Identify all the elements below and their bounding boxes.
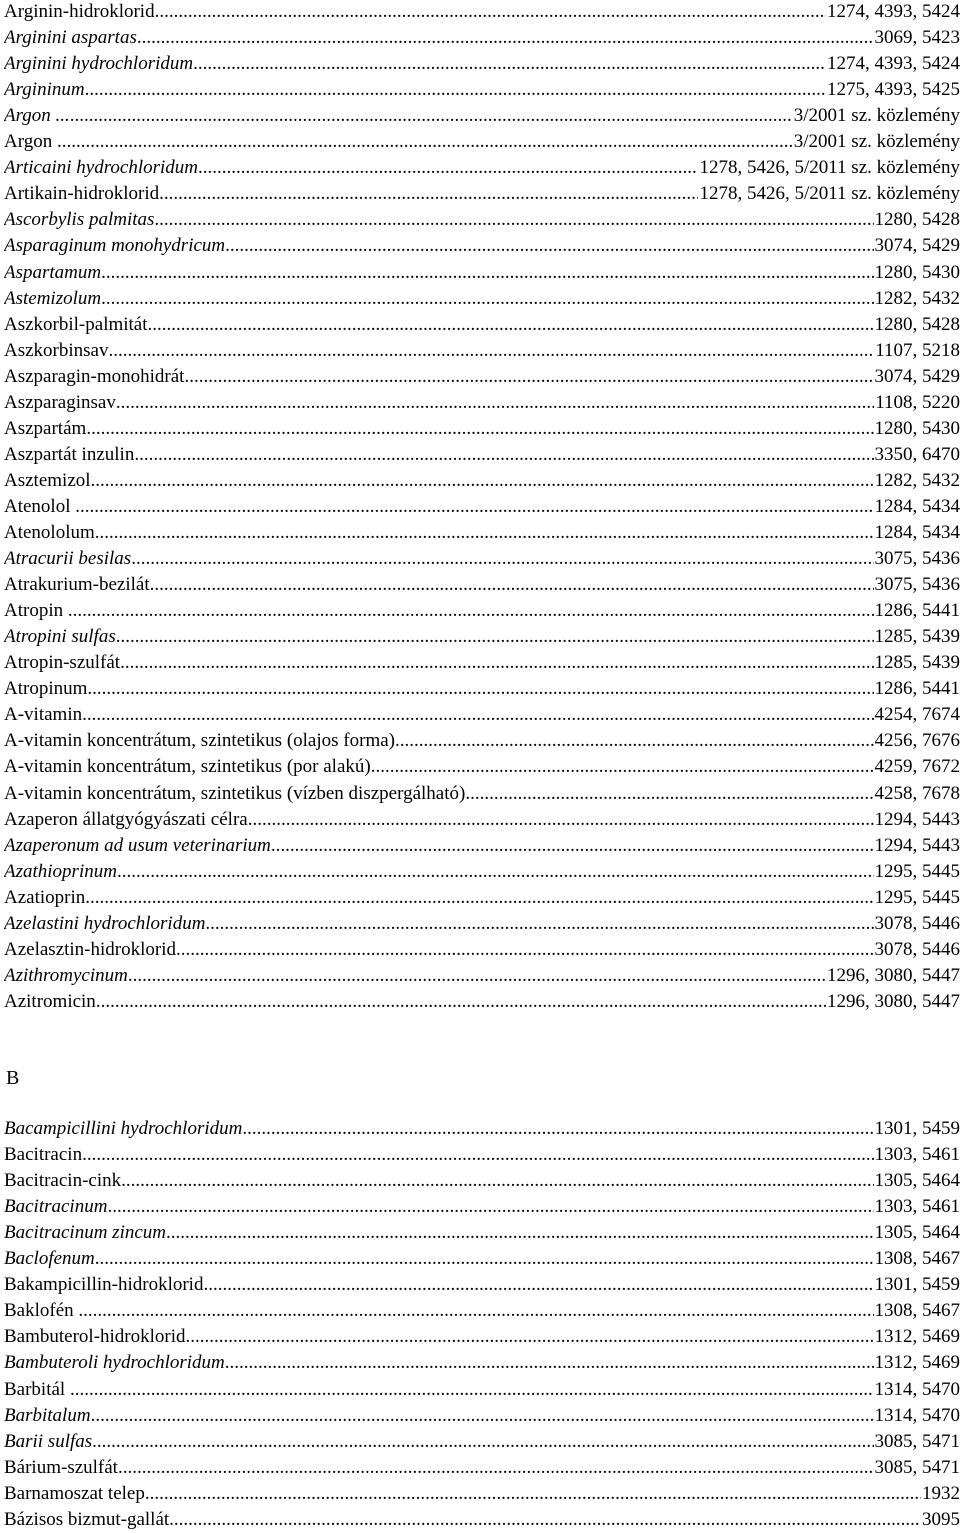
index-entry (4, 703, 960, 727)
entry-page-refs: 1278, 5426, 5/2011 sz. közlemény (699, 157, 960, 179)
entry-page-refs: 1282, 5432 (874, 469, 960, 491)
index-entry (4, 443, 960, 467)
dot-leader (242, 1117, 873, 1141)
entry-page-refs: 1294, 5443 (874, 834, 960, 856)
dot-leader (186, 1325, 874, 1349)
dot-leader (134, 443, 873, 467)
entry-term: Artikain-hidroklorid (4, 183, 160, 205)
dot-leader (169, 1508, 921, 1532)
index-entry (4, 964, 960, 988)
entry-page-refs: 1274, 4393, 5424 (827, 1, 960, 22)
dot-leader (89, 1378, 874, 1402)
dot-leader (108, 339, 874, 363)
index-entry (4, 182, 960, 206)
entry-page-refs: 3/2001 sz. közlemény (793, 105, 960, 127)
index-entry (4, 1325, 960, 1349)
index-entry (4, 782, 960, 806)
entry-page-refs: 1314, 5470 (874, 1404, 960, 1426)
index-entry (4, 234, 960, 258)
index-entry (4, 313, 960, 337)
dot-leader (116, 391, 874, 415)
entry-term: Bambuterol-hidroklorid (4, 1326, 186, 1348)
index-entry (4, 912, 960, 936)
entry-page-refs: 4258, 7678 (874, 782, 960, 804)
index-entry (4, 729, 960, 753)
dot-leader (225, 1351, 874, 1375)
entry-page-refs: 4256, 7676 (874, 730, 960, 752)
dot-leader (90, 495, 874, 519)
index-entry (4, 469, 960, 493)
entry-term: Aszkorbinsav (4, 339, 109, 361)
dot-leader (85, 886, 873, 910)
entry-term: Argon ... (4, 131, 72, 153)
dot-leader (117, 860, 874, 884)
index-entry (4, 1273, 960, 1297)
entry-term: Bacampicillini hydrochloridum (4, 1118, 243, 1139)
entry-page-refs: 1295, 5445 (874, 860, 960, 882)
entry-page-refs: 4254, 7674 (874, 704, 960, 726)
entry-term: Aszparagin-monohidrát (4, 365, 185, 387)
dot-leader (86, 417, 873, 441)
index-entry (4, 1430, 960, 1454)
entry-page-refs: 1303, 5461 (874, 1196, 960, 1218)
entry-page-refs: 1278, 5426, 5/2011 sz. közlemény (699, 183, 960, 205)
entry-term: Aspartamum (4, 261, 102, 283)
entry-page-refs: 1303, 5461 (874, 1144, 960, 1166)
entry-page-refs: 1296, 3080, 5447 (827, 964, 960, 986)
dot-leader (271, 834, 874, 858)
dot-leader (248, 808, 874, 832)
entry-page-refs: 1274, 4393, 5424 (827, 53, 960, 75)
entry-term: Azathioprinum (4, 860, 117, 882)
entry-term: Asztemizol (4, 469, 91, 491)
dot-leader (225, 234, 873, 258)
index-entry (4, 130, 960, 154)
entry-term: Azaperonum ad usum veterinarium (4, 834, 271, 856)
entry-term: Azaperon állatgyógyászati célra (4, 808, 248, 830)
entry-term: Barnamoszat telep (4, 1482, 145, 1504)
entry-page-refs: 3074, 5429 (874, 235, 960, 257)
index-entry (4, 1404, 960, 1428)
index-entry (4, 1351, 960, 1375)
dot-leader (116, 625, 874, 649)
entry-page-refs: 3085, 5471 (874, 1430, 960, 1452)
index-entry (4, 990, 960, 1014)
entry-term: Bacitracin-cink (4, 1170, 122, 1192)
entry-page-refs: 3075, 5436 (874, 574, 960, 596)
entry-page-refs: 1285, 5439 (874, 626, 960, 648)
entry-term: Argininum (4, 79, 85, 101)
entry-term: Bárium-szulfát (4, 1456, 118, 1478)
entry-page-refs: 1286, 5441 (874, 678, 960, 700)
dot-leader (131, 547, 873, 571)
entry-term: Aszparaginsav (4, 391, 116, 413)
index-entry (4, 677, 960, 701)
index-entry (4, 547, 960, 571)
dot-leader (150, 573, 874, 597)
entry-term: Baclofenum (4, 1248, 95, 1270)
index-entry (4, 365, 960, 389)
index-entry (4, 599, 960, 623)
dot-leader (118, 1456, 874, 1480)
entry-term: A-vitamin. (4, 704, 87, 726)
index-entry (4, 886, 960, 910)
entry-term: Aszkorbil-palmitát (4, 313, 148, 335)
dot-leader (70, 104, 793, 128)
index-entry (4, 26, 960, 50)
dot-leader (148, 313, 874, 337)
entry-term: Ascorbylis palmitas (4, 209, 155, 231)
index-entry (4, 1247, 960, 1271)
entry-page-refs: 3/2001 sz. közlemény (793, 131, 960, 153)
entry-page-refs: 1108, 5220 (875, 391, 960, 413)
entry-page-refs: 1308, 5467 (874, 1248, 960, 1270)
entry-page-refs: 1308, 5467 (874, 1300, 960, 1322)
entry-page-refs: 1284, 5434 (874, 495, 960, 517)
entry-page-refs: 1107, 5218 (875, 339, 960, 361)
entry-term: Atrakurium-bezilát (4, 574, 150, 596)
index-entry (4, 1169, 960, 1193)
index-entry (4, 1143, 960, 1167)
index-entry (4, 573, 960, 597)
entry-term: Arginini hydrochloridum (4, 53, 194, 75)
dot-leader (121, 1169, 873, 1193)
entry-term: Astemizolum (4, 287, 102, 309)
dot-leader (82, 599, 873, 623)
entry-page-refs: 3078, 5446 (874, 912, 960, 934)
entry-page-refs: 1282, 5432 (874, 287, 960, 309)
dot-leader (395, 729, 874, 753)
dot-leader (87, 677, 873, 701)
entry-term: Bacitracinum (4, 1196, 108, 1218)
dot-leader (154, 208, 873, 232)
dot-leader (95, 521, 874, 545)
entry-page-refs: 3069, 5423 (874, 27, 960, 49)
dot-leader (91, 1404, 874, 1428)
dot-leader (120, 651, 873, 675)
entry-page-refs: 1314, 5470 (874, 1378, 960, 1400)
entry-term: A-vitamin koncentrátum, szintetikus (olajos forma) (4, 730, 395, 752)
dot-leader (107, 1195, 873, 1219)
index-entry (4, 860, 960, 884)
entry-page-refs: 1294, 5443 (874, 808, 960, 830)
index-entry (4, 78, 960, 102)
dot-leader (128, 964, 826, 988)
dot-leader (198, 156, 698, 180)
index-entry (4, 1456, 960, 1480)
index-entry (4, 1508, 960, 1532)
entry-term: Azitromicin (4, 990, 96, 1012)
index-entry (4, 261, 960, 285)
entry-term: Atropini sulfas (4, 626, 116, 648)
index-entry (4, 156, 960, 180)
entry-term: Azelastini hydrochloridum (4, 912, 206, 934)
dot-leader (96, 990, 826, 1014)
entry-page-refs: 1275, 4393, 5425 (827, 79, 960, 101)
index-entry (4, 755, 960, 779)
entry-term: Articaini hydrochloridum (4, 157, 199, 179)
entry-term: Azelasztin-hidroklorid (4, 938, 177, 960)
dot-leader (101, 261, 873, 285)
index-entry (4, 287, 960, 311)
entry-term: Atenololum (4, 522, 95, 543)
index-entry (4, 417, 960, 441)
dot-leader (176, 938, 873, 962)
entry-page-refs: 1305, 5464 (874, 1170, 960, 1192)
entry-page-refs: 3078, 5446 (874, 938, 960, 960)
entry-term: Barbitál .... (4, 1378, 89, 1400)
dot-leader (85, 78, 826, 102)
index-entry (4, 1221, 960, 1245)
dot-leader (95, 1247, 874, 1271)
index-entry (4, 339, 960, 363)
dot-leader (145, 1482, 921, 1506)
dot-leader (92, 1430, 873, 1454)
dot-leader (193, 52, 826, 76)
entry-term: Bakampicillin-hidroklorid (4, 1274, 204, 1296)
dot-leader (184, 365, 873, 389)
dot-leader (205, 912, 873, 936)
entry-term: Argon ... (4, 105, 70, 127)
index-entry (4, 808, 960, 832)
entry-term: A-vitamin koncentrátum, szintetikus (por alakú) (4, 756, 371, 778)
entry-page-refs: 1286, 5441 (874, 600, 960, 622)
index-entry (4, 391, 960, 415)
entry-term: A-vitamin koncentrátum, szintetikus (vízben diszpergálható) (4, 782, 466, 804)
index-entry (4, 938, 960, 962)
dot-leader (71, 130, 793, 154)
entry-term: Barii sulfas (4, 1430, 93, 1452)
entry-page-refs: 1296, 3080, 5447 (827, 990, 960, 1012)
entry-page-refs: 1280, 5428 (874, 313, 960, 335)
dot-leader (166, 1221, 873, 1245)
entry-page-refs: 1301, 5459 (874, 1274, 960, 1296)
index-entry (4, 651, 960, 675)
entry-page-refs: 1285, 5439 (874, 652, 960, 674)
index-entry (4, 625, 960, 649)
index-entry (4, 208, 960, 232)
entry-term: Arginini aspartas (4, 27, 137, 49)
entry-page-refs: 1280, 5430 (874, 417, 960, 439)
entry-term: Asparaginum monohydricum (4, 235, 226, 257)
index-entry (4, 1117, 960, 1141)
entry-page-refs: 1932 (922, 1482, 960, 1504)
index-entry (4, 495, 960, 519)
entry-term: Atropin-szulfát (4, 652, 121, 674)
index-entry (4, 0, 960, 24)
index-entry (4, 1482, 960, 1506)
entry-term: Atropin ... (4, 600, 83, 622)
entry-page-refs: 3350, 6470 (874, 443, 960, 465)
entry-page-refs: 3085, 5471 (874, 1456, 960, 1478)
entry-term: Atropinum (4, 678, 88, 700)
dot-leader (87, 703, 874, 727)
entry-term: Barbitalum (4, 1404, 91, 1426)
entry-term: Azatioprin (4, 886, 86, 908)
entry-term: Bázisos bizmut-gallát (4, 1508, 170, 1530)
index-entry (4, 1299, 960, 1323)
entry-page-refs: 1312, 5469 (874, 1326, 960, 1348)
index-entry (4, 52, 960, 76)
entry-term: Atracurii besilas (4, 548, 132, 570)
entry-term: Aszpartám (4, 417, 87, 439)
entry-page-refs: 1280, 5428 (874, 209, 960, 231)
dot-leader (101, 287, 873, 311)
entry-page-refs: 1305, 5464 (874, 1222, 960, 1244)
index-entry (4, 521, 960, 545)
entry-page-refs: 3075, 5436 (874, 548, 960, 570)
entry-term: Bacitracin (4, 1144, 83, 1166)
entry-page-refs: 3095 (922, 1508, 960, 1530)
dot-leader (91, 469, 874, 493)
section-heading-b: B (6, 1067, 20, 1089)
dot-leader (371, 755, 874, 779)
entry-term: Bambuteroli hydrochloridum (4, 1352, 225, 1374)
entry-term: Azithromycinum (4, 964, 128, 986)
index-entry (4, 104, 960, 128)
entry-page-refs: 1295, 5445 (874, 886, 960, 908)
entry-page-refs: 3074, 5429 (874, 365, 960, 387)
dot-leader (137, 26, 874, 50)
dot-leader (155, 0, 826, 24)
index-entry (4, 1195, 960, 1219)
dot-leader (203, 1273, 873, 1297)
entry-term: Aszpartát inzulin (4, 443, 135, 465)
index-entry (4, 834, 960, 858)
entry-term: Baklofén .. (4, 1300, 88, 1322)
index-entry (4, 1378, 960, 1402)
entry-term: Atenolol ... (4, 495, 90, 517)
entry-page-refs: 1312, 5469 (874, 1352, 960, 1374)
entry-term: Bacitracinum zincum (4, 1222, 167, 1244)
entry-page-refs: 1301, 5459 (874, 1118, 960, 1139)
entry-page-refs: 4259, 7672 (874, 756, 960, 778)
entry-page-refs: 1280, 5430 (874, 261, 960, 283)
dot-leader (82, 1143, 873, 1167)
entry-term: Arginin-hidroklorid (4, 1, 155, 22)
dot-leader (88, 1299, 874, 1323)
dot-leader (159, 182, 698, 206)
entry-page-refs: 1284, 5434 (874, 522, 960, 543)
dot-leader (465, 782, 873, 806)
